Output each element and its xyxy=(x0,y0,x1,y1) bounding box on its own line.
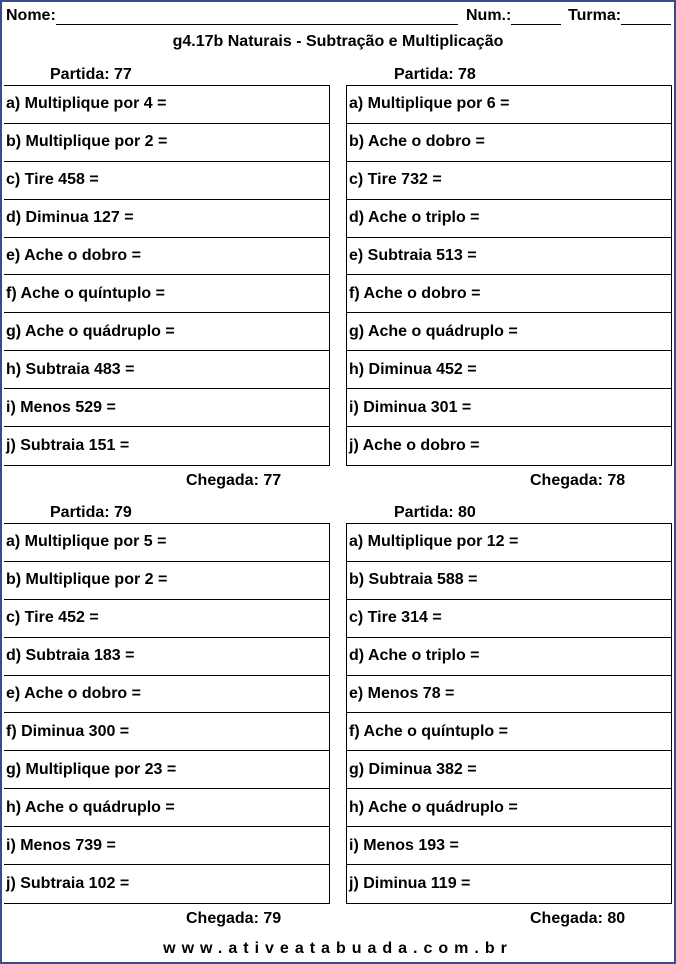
exercise-row[interactable]: b) Multiplique por 2 = xyxy=(4,562,329,600)
exercise-row[interactable]: j) Diminua 119 = xyxy=(349,874,471,892)
exercise-row[interactable]: g) Ache o quádruplo = xyxy=(347,313,671,351)
exercise-row[interactable]: e) Ache o dobro = xyxy=(4,676,329,714)
exercise-row[interactable]: c) Tire 452 = xyxy=(4,600,329,638)
start-label: Partida: 80 xyxy=(394,504,476,521)
start-label: Partida: 77 xyxy=(50,66,132,83)
exercise-row[interactable]: i) Menos 739 = xyxy=(4,827,329,865)
number-label: Num.: xyxy=(466,7,512,24)
exercise-row[interactable]: d) Ache o triplo = xyxy=(347,638,671,676)
exercise-list xyxy=(4,85,330,466)
website-footer: www.ativeatabuada.com.br xyxy=(163,940,513,957)
exercise-row[interactable]: a) Multiplique por 5 = xyxy=(4,524,329,562)
name-line[interactable] xyxy=(56,8,458,25)
exercise-row[interactable]: b) Multiplique por 2 = xyxy=(4,124,329,162)
exercise-row[interactable]: j) Subtraia 151 = xyxy=(6,436,130,454)
exercise-row[interactable]: f) Diminua 300 = xyxy=(4,713,329,751)
exercise-row[interactable]: j) Ache o dobro = xyxy=(349,436,480,454)
class-line[interactable] xyxy=(621,8,671,25)
exercise-row[interactable]: i) Diminua 301 = xyxy=(347,389,671,427)
exercise-row[interactable]: i) Menos 529 = xyxy=(4,389,329,427)
exercise-row[interactable]: d) Subtraia 183 = xyxy=(4,638,329,676)
finish-label: Chegada: 79 xyxy=(186,910,282,927)
class-label: Turma: xyxy=(568,7,622,24)
exercise-row[interactable]: d) Ache o triplo = xyxy=(347,200,671,238)
exercise-row[interactable]: g) Diminua 382 = xyxy=(347,751,671,789)
exercise-row[interactable]: c) Tire 732 = xyxy=(347,162,671,200)
exercise-row[interactable]: c) Tire 458 = xyxy=(4,162,329,200)
finish-label: Chegada: 77 xyxy=(186,472,282,489)
finish-label: Chegada: 80 xyxy=(530,910,626,927)
number-field[interactable] xyxy=(466,5,561,25)
exercise-row[interactable]: f) Ache o dobro = xyxy=(347,275,671,313)
exercise-row[interactable]: a) Multiplique por 12 = xyxy=(347,524,671,562)
exercise-row[interactable]: e) Subtraia 513 = xyxy=(347,238,671,276)
exercise-row[interactable]: g) Ache o quádruplo = xyxy=(4,313,329,351)
finish-label: Chegada: 78 xyxy=(530,472,626,489)
class-field[interactable] xyxy=(568,5,671,25)
exercise-list xyxy=(4,523,330,904)
number-line[interactable] xyxy=(511,8,561,25)
exercise-row[interactable]: j) Subtraia 102 = xyxy=(6,874,130,892)
exercise-row[interactable]: g) Multiplique por 23 = xyxy=(4,751,329,789)
start-label: Partida: 78 xyxy=(394,66,476,83)
exercise-row[interactable]: b) Ache o dobro = xyxy=(347,124,671,162)
exercise-row[interactable]: c) Tire 314 = xyxy=(347,600,671,638)
exercise-row[interactable]: h) Subtraia 483 = xyxy=(4,351,329,389)
exercise-row[interactable]: a) Multiplique por 4 = xyxy=(4,86,329,124)
exercise-row[interactable]: a) Multiplique por 6 = xyxy=(347,86,671,124)
exercise-row[interactable]: h) Ache o quádruplo = xyxy=(347,789,671,827)
exercise-list xyxy=(346,523,672,904)
exercise-row[interactable]: e) Menos 78 = xyxy=(347,676,671,714)
exercise-list xyxy=(346,85,672,466)
name-field[interactable] xyxy=(6,5,458,25)
exercise-row[interactable]: i) Menos 193 = xyxy=(347,827,671,865)
worksheet-title: g4.17b Naturais - Subtração e Multiplicação xyxy=(172,33,504,50)
exercise-row[interactable]: f) Ache o quíntuplo = xyxy=(4,275,329,313)
exercise-row[interactable]: b) Subtraia 588 = xyxy=(347,562,671,600)
student-header xyxy=(2,5,674,25)
exercise-row[interactable]: e) Ache o dobro = xyxy=(4,238,329,276)
exercise-row[interactable]: h) Ache o quádruplo = xyxy=(4,789,329,827)
name-label: Nome: xyxy=(6,7,56,24)
exercise-row[interactable]: h) Diminua 452 = xyxy=(347,351,671,389)
start-label: Partida: 79 xyxy=(50,504,132,521)
exercise-row[interactable]: d) Diminua 127 = xyxy=(4,200,329,238)
exercise-row[interactable]: f) Ache o quíntuplo = xyxy=(347,713,671,751)
